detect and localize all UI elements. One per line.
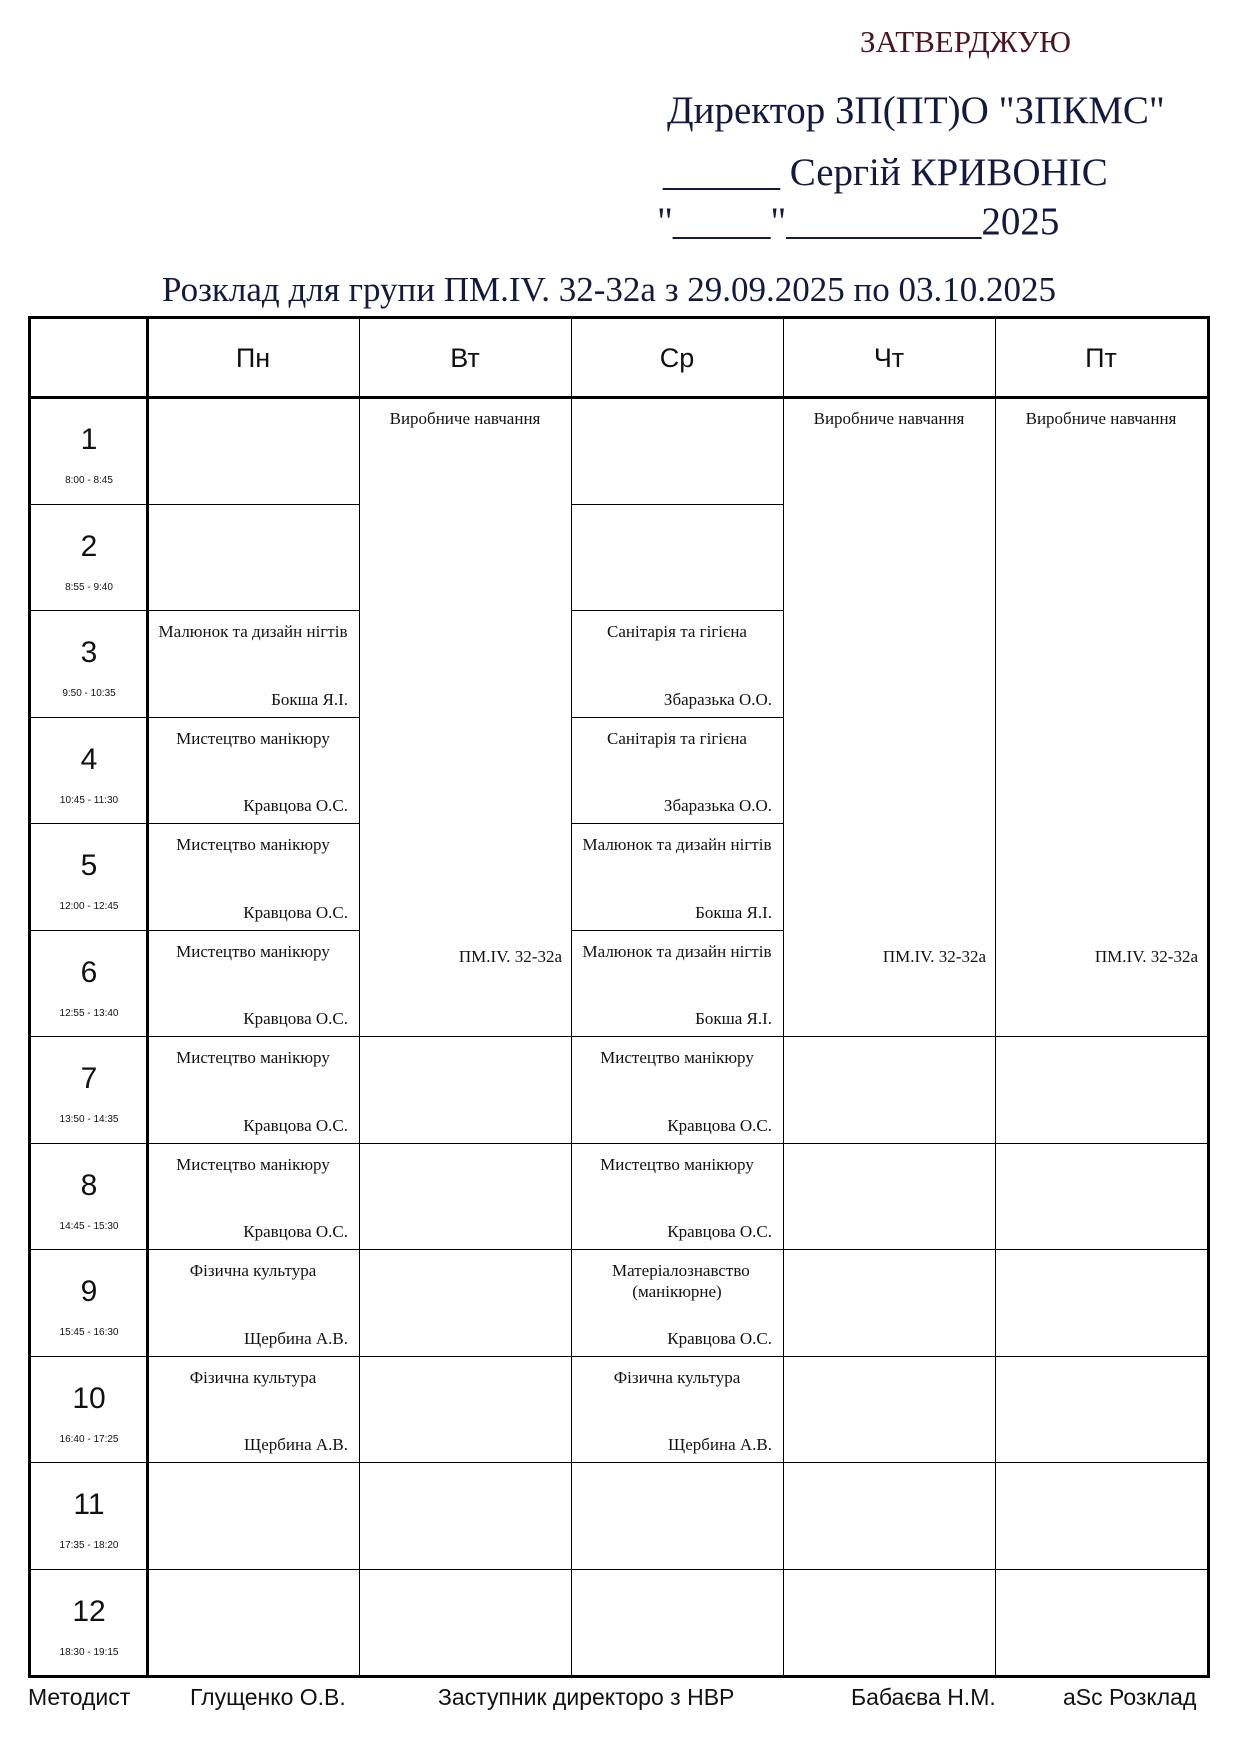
grid-line (147, 1569, 360, 1570)
grid-line (31, 1036, 147, 1037)
lesson-subject: Мистецтво манікюру (176, 835, 330, 854)
lesson-subject: Мистецтво манікюру (176, 941, 330, 961)
grid-line (783, 1036, 996, 1037)
lesson-subject: Мистецтво манікюру (176, 1154, 330, 1174)
director-title: Директор ЗП(ПТ)О "ЗПКМС" (667, 89, 1165, 132)
period-number: 3 (80, 636, 98, 669)
period-number: 10 (72, 1381, 106, 1415)
grid-line (31, 1143, 147, 1144)
lesson-subject: Мистецтво манікюру (600, 1048, 754, 1067)
period-time: 13:50 - 14:35 (59, 1114, 119, 1125)
day-header: Вт (450, 342, 480, 373)
lesson-teacher: Кравцова О.С. (243, 796, 348, 815)
lesson-teacher: Кравцова О.С. (243, 1222, 348, 1241)
grid-line (995, 1569, 1208, 1570)
lesson-subject: Мистецтво манікюру (600, 1154, 754, 1174)
grid-line (783, 1569, 996, 1570)
lesson-teacher: Бокша Я.І. (271, 689, 348, 709)
approval-date-line: "_____"__________2025 (657, 200, 1060, 243)
period-time: 14:45 - 15:30 (59, 1220, 119, 1232)
lesson-cell (996, 398, 1206, 1035)
lesson-cell (572, 1357, 782, 1462)
lesson-group: ПМ.IV. 32-32а (1094, 946, 1198, 966)
period-time: 18:30 - 19:15 (59, 1646, 119, 1658)
grid-line (359, 1143, 572, 1144)
grid-line (31, 717, 147, 718)
lesson-subject: Виробниче навчання (813, 409, 965, 428)
grid-line (995, 1356, 1208, 1357)
day-header: Пн (235, 342, 271, 373)
lesson-subject: Матеріалознавство (манікюрне) (612, 1261, 750, 1301)
lesson-teacher: Кравцова О.С. (667, 1222, 772, 1241)
lesson-cell (572, 611, 782, 716)
lesson-subject: Мистецтво манікюру (176, 1048, 330, 1067)
lesson-subject: Малюнок та дизайн нігтів (158, 622, 348, 641)
schedule-title: Розклад для групи ПМ.IV. 32-32а з 29.09.2025 по 03.10.2025 (161, 270, 1057, 309)
period-time: 8:00 - 8:45 (65, 475, 113, 486)
lesson-cell (572, 1250, 782, 1355)
lesson-cell (360, 398, 570, 1035)
period-time: 9:50 - 10:35 (62, 688, 116, 699)
grid-line (147, 504, 360, 505)
director-signature: ______ Сергій КРИВОНІС (663, 151, 1108, 194)
lesson-group: ПМ.IV. 32-32а (458, 946, 562, 966)
lesson-cell (148, 824, 358, 929)
grid-line (783, 1356, 996, 1357)
methodist-name: Глущенко О.В. (190, 1684, 346, 1710)
period-number: 11 (73, 1488, 105, 1521)
lesson-subject: Малюнок та дизайн нігтів (582, 941, 772, 961)
period-time: 16:40 - 17:25 (59, 1433, 119, 1445)
grid-line (31, 1249, 147, 1250)
lesson-cell (572, 1144, 782, 1249)
lesson-teacher: Кравцова О.С. (667, 1115, 772, 1135)
grid-line (31, 1569, 147, 1570)
grid-line (783, 1462, 996, 1463)
grid-line (359, 1462, 572, 1463)
lesson-cell (148, 1250, 358, 1355)
lesson-teacher: Щербина А.В. (244, 1435, 348, 1454)
period-time: 10:45 - 11:30 (59, 794, 119, 806)
lesson-teacher: Бокша Я.І. (695, 1009, 772, 1028)
lesson-teacher: Кравцова О.С. (243, 902, 348, 922)
lesson-subject: Фізична культура (613, 1367, 741, 1387)
deputy-label: Заступник директоро з НВР (438, 1684, 735, 1710)
approval-heading: ЗАТВЕРДЖУЮ (860, 24, 1071, 59)
grid-line (995, 1462, 1208, 1463)
lesson-subject: Виробниче навчання (389, 409, 541, 428)
deputy-name: Бабаєва Н.М. (851, 1684, 996, 1710)
day-header: Пт (1085, 342, 1117, 373)
grid-line (359, 1356, 572, 1357)
grid-line (31, 930, 147, 931)
software-label: aSc Розклад (1063, 1684, 1197, 1710)
lesson-subject: Мистецтво манікюру (176, 728, 330, 748)
lesson-cell (572, 1037, 782, 1142)
lesson-cell (572, 931, 782, 1036)
lesson-teacher: Кравцова О.С. (667, 1328, 772, 1348)
grid-line (31, 504, 147, 505)
grid-line (571, 504, 784, 505)
lesson-teacher: Кравцова О.С. (243, 1115, 348, 1135)
grid-line (31, 823, 147, 824)
lesson-subject: Фізична культура (189, 1261, 317, 1280)
lesson-cell (148, 1357, 358, 1462)
lesson-subject: Фізична культура (189, 1367, 317, 1387)
period-number: 2 (80, 529, 98, 563)
grid-line (783, 1143, 996, 1144)
period-time: 15:45 - 16:30 (59, 1327, 119, 1338)
period-number: 4 (80, 742, 98, 776)
day-header: Чт (873, 342, 905, 373)
lesson-cell (148, 931, 358, 1036)
grid-line (359, 1569, 572, 1570)
methodist-label: Методист (28, 1684, 131, 1710)
grid-line (995, 1249, 1208, 1250)
lesson-cell (148, 1037, 358, 1142)
day-header: Ср (659, 342, 695, 373)
lesson-teacher: Щербина А.В. (668, 1435, 772, 1454)
lesson-teacher: Збаразька О.О. (663, 796, 772, 815)
schedule-grid (28, 316, 1210, 1678)
period-time: 17:35 - 18:20 (59, 1540, 119, 1551)
lesson-cell (148, 611, 358, 716)
lesson-cell (572, 824, 782, 929)
grid-line (359, 1249, 572, 1250)
lesson-cell (784, 398, 994, 1035)
grid-line (571, 1462, 784, 1463)
grid-line (147, 1462, 360, 1463)
grid-line (31, 1462, 147, 1463)
lesson-subject: Санітарія та гігієна (607, 622, 747, 641)
lesson-subject: Санітарія та гігієна (607, 728, 747, 748)
period-number: 6 (80, 955, 98, 989)
lesson-cell (148, 1144, 358, 1249)
period-time: 12:55 - 13:40 (59, 1007, 119, 1019)
lesson-teacher: Бокша Я.І. (695, 902, 772, 922)
period-number: 8 (80, 1168, 98, 1202)
grid-line (31, 610, 147, 611)
lesson-group: ПМ.IV. 32-32а (882, 946, 986, 966)
grid-line (783, 1249, 996, 1250)
lesson-teacher: Збаразька О.О. (663, 689, 772, 709)
period-time: 8:55 - 9:40 (65, 581, 113, 593)
period-number: 5 (80, 849, 98, 882)
period-number: 1 (80, 423, 98, 456)
grid-line (571, 1569, 784, 1570)
lesson-cell (572, 718, 782, 823)
grid-line (31, 1356, 147, 1357)
grid-line (995, 1143, 1208, 1144)
grid-line (995, 1036, 1208, 1037)
lesson-subject: Малюнок та дизайн нігтів (582, 835, 772, 854)
period-time: 12:00 - 12:45 (59, 901, 119, 912)
lesson-subject: Виробниче навчання (1025, 409, 1177, 428)
lesson-teacher: Кравцова О.С. (243, 1009, 348, 1028)
period-number: 9 (80, 1275, 98, 1308)
grid-line (359, 1036, 572, 1037)
period-number: 7 (80, 1062, 98, 1095)
period-number: 12 (72, 1594, 106, 1628)
lesson-teacher: Щербина А.В. (244, 1328, 348, 1348)
lesson-cell (148, 718, 358, 823)
